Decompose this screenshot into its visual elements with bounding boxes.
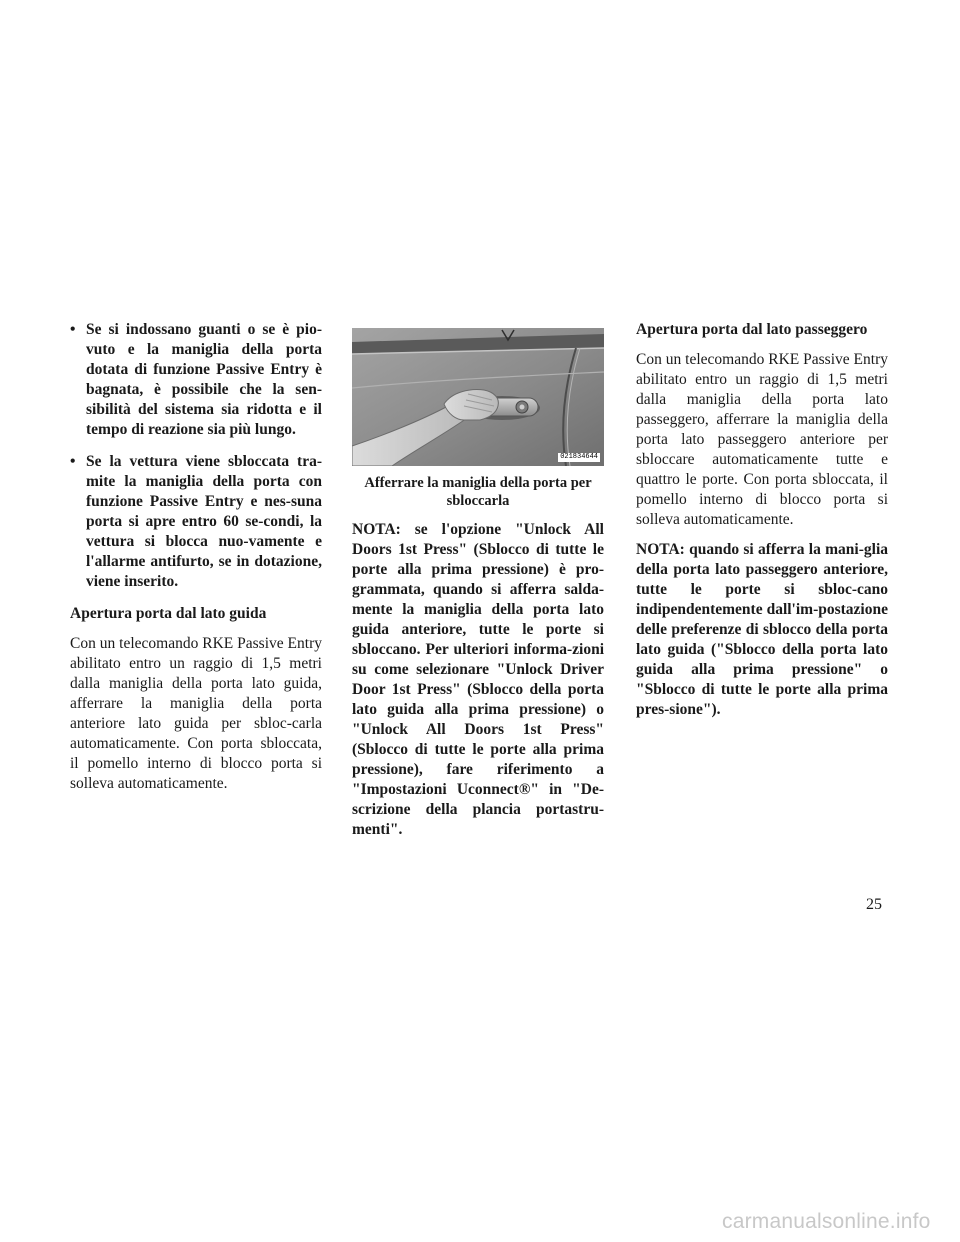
bullet-text: Se si indossano guanti o se è pio-vuto e la maniglia della porta dotata di funzione Passive Entry è bagnata, è possibile che la sen-sibilità del sistema sia ridotta e il tempo di reazione sia più lungo. <box>86 321 322 438</box>
bullet-symbol: • <box>70 453 76 470</box>
figure-caption: Afferrare la maniglia della porta per sbloccarla <box>364 475 592 509</box>
middle-column <box>352 320 604 840</box>
driver-door-paragraph: Con un telecomando RKE Passive Entry abilitato entro un raggio di 1,5 metri dalla maniglia della porta lato guida, afferrare la maniglia della porta anteriore lato guida per sbloc-carla automaticamente. Con porta sbloccata, il pomello interno di blocco porta si solleva automaticamente. <box>70 635 322 792</box>
left-column <box>70 320 322 804</box>
passenger-door-paragraph: Con un telecomando RKE Passive Entry abilitato entro un raggio di 1,5 metri dalla maniglia della porta lato passeggero, afferrare la maniglia della porta lato passeggero anteriore per sbloccare automaticamente tutte e quattro le porte. Con porta sbloccata, il pomello interno di blocco porta si solleva automaticamente. <box>636 351 888 528</box>
watermark: carmanualsonline.info <box>722 1210 931 1233</box>
right-column <box>636 320 888 720</box>
door-handle-illustration <box>352 328 604 466</box>
bullet-item <box>70 320 322 440</box>
door-handle-figure <box>352 328 604 466</box>
bullet-text: Se la vettura viene sbloccata tra-mite la maniglia della porta con funzione Passive Entry e nes-suna porta si apre entro 60 se-condi, la vettura si blocca nuo-vamente e l'allarme antifurto, se in dotazione, viene inserito. <box>86 453 322 590</box>
bullet-item <box>70 452 322 592</box>
section-heading-driver: Apertura porta dal lato guida <box>70 605 267 622</box>
section-heading-passenger: Apertura porta dal lato passeggero <box>636 321 868 338</box>
figure-code: 021834644 <box>560 453 598 461</box>
note-unlock-all-doors: NOTA: se l'opzione "Unlock All Doors 1st Press" (Sblocco di tutte le porte alla prima pressione) è pro-grammata, quando si afferra salda-mente la maniglia della porta lato guida anteriore, tutte le porte si sbloccano. Per ulteriori informa-zioni su come selezionare "Unlock Driver Door 1st Press" (Sblocco della porta lato guida alla prima pressione) o "Unlock All Doors 1st Press" (Sblocco di tutte le porte alla prima pressione), fare riferimento a "Impostazioni Uconnect®" in "De-scrizione della plancia portastru-menti". <box>352 521 604 838</box>
bullet-symbol: • <box>70 321 76 338</box>
note-passenger-door: NOTA: quando si afferra la mani-glia della porta lato passeggero anteriore, tutte le porte si sbloc-cano indipendentemente dall'im-postazione delle preferenze di sblocco della porta lato guida ("Sblocco della porta lato guida alla prima pressione" o "Sblocco di tutte le porte alla prima pres-sione"). <box>636 541 888 718</box>
page-number: 25 <box>866 896 882 913</box>
